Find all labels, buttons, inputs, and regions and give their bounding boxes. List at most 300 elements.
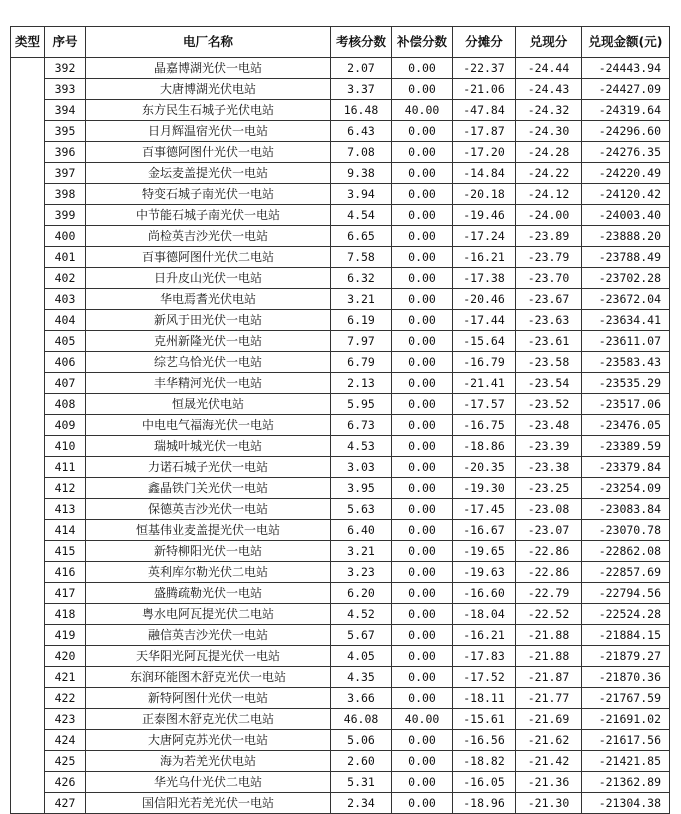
- table-row: [11, 457, 670, 478]
- header-settled-score: 兑现分: [516, 27, 582, 58]
- settled-score-cell: -21.62: [516, 730, 582, 751]
- settled-amount-cell: -23634.41: [582, 310, 670, 331]
- settled-amount-cell: -23702.28: [582, 268, 670, 289]
- compensation-score-cell: 0.00: [392, 541, 453, 562]
- row-index-cell: 412: [45, 478, 86, 499]
- assessment-score-cell: 6.40: [331, 520, 392, 541]
- compensation-score-cell: 0.00: [392, 58, 453, 79]
- table-row: [11, 268, 670, 289]
- row-index-cell: 409: [45, 415, 86, 436]
- assessment-score-cell: 3.21: [331, 289, 392, 310]
- allocated-score-cell: -16.56: [453, 730, 516, 751]
- row-index-cell: 401: [45, 247, 86, 268]
- table-header-row: [11, 27, 670, 58]
- compensation-score-cell: 0.00: [392, 331, 453, 352]
- assessment-score-cell: 6.73: [331, 415, 392, 436]
- table-row: [11, 58, 670, 79]
- plant-name-cell: 中电电气福海光伏一电站: [86, 415, 331, 436]
- plant-name-cell: 中节能石城子南光伏一电站: [86, 205, 331, 226]
- plant-name-cell: 晶嘉博湖光伏一电站: [86, 58, 331, 79]
- header-allocated-score: 分摊分: [453, 27, 516, 58]
- row-index-cell: 408: [45, 394, 86, 415]
- compensation-score-cell: 40.00: [392, 100, 453, 121]
- allocated-score-cell: -16.21: [453, 625, 516, 646]
- compensation-score-cell: 0.00: [392, 751, 453, 772]
- settled-amount-cell: -23535.29: [582, 373, 670, 394]
- row-index-cell: 399: [45, 205, 86, 226]
- settled-score-cell: -24.22: [516, 163, 582, 184]
- row-index-cell: 411: [45, 457, 86, 478]
- settled-amount-cell: -22862.08: [582, 541, 670, 562]
- assessment-score-cell: 2.34: [331, 793, 392, 814]
- allocated-score-cell: -19.30: [453, 478, 516, 499]
- table-row: [11, 541, 670, 562]
- row-index-cell: 421: [45, 667, 86, 688]
- compensation-score-cell: 0.00: [392, 184, 453, 205]
- settled-amount-cell: -23379.84: [582, 457, 670, 478]
- allocated-score-cell: -19.63: [453, 562, 516, 583]
- settled-score-cell: -23.08: [516, 499, 582, 520]
- compensation-score-cell: 0.00: [392, 478, 453, 499]
- row-index-cell: 404: [45, 310, 86, 331]
- settled-score-cell: -23.25: [516, 478, 582, 499]
- compensation-score-cell: 0.00: [392, 667, 453, 688]
- settled-amount-cell: -21884.15: [582, 625, 670, 646]
- settled-score-cell: -24.30: [516, 121, 582, 142]
- settled-amount-cell: -24120.42: [582, 184, 670, 205]
- assessment-score-cell: 5.63: [331, 499, 392, 520]
- table-row: [11, 646, 670, 667]
- settled-amount-cell: -22794.56: [582, 583, 670, 604]
- settled-amount-cell: -21879.27: [582, 646, 670, 667]
- table-row: [11, 751, 670, 772]
- allocated-score-cell: -16.75: [453, 415, 516, 436]
- settled-score-cell: -23.48: [516, 415, 582, 436]
- plant-name-cell: 东方民生石城子光伏电站: [86, 100, 331, 121]
- compensation-score-cell: 0.00: [392, 772, 453, 793]
- row-index-cell: 400: [45, 226, 86, 247]
- plant-name-cell: 力诺石城子光伏一电站: [86, 457, 331, 478]
- row-index-cell: 424: [45, 730, 86, 751]
- compensation-score-cell: 0.00: [392, 646, 453, 667]
- settled-amount-cell: -24276.35: [582, 142, 670, 163]
- compensation-score-cell: 0.00: [392, 394, 453, 415]
- settled-score-cell: -21.88: [516, 646, 582, 667]
- allocated-score-cell: -18.86: [453, 436, 516, 457]
- allocated-score-cell: -21.41: [453, 373, 516, 394]
- plant-name-cell: 日升皮山光伏一电站: [86, 268, 331, 289]
- plant-name-cell: 保德英吉沙光伏一电站: [86, 499, 331, 520]
- settled-amount-cell: -21421.85: [582, 751, 670, 772]
- compensation-score-cell: 0.00: [392, 226, 453, 247]
- assessment-score-cell: 6.19: [331, 310, 392, 331]
- plant-name-cell: 尚检英吉沙光伏一电站: [86, 226, 331, 247]
- assessment-score-cell: 2.13: [331, 373, 392, 394]
- settled-amount-cell: -23611.07: [582, 331, 670, 352]
- plant-name-cell: 新风于田光伏一电站: [86, 310, 331, 331]
- table-row: [11, 142, 670, 163]
- compensation-score-cell: 0.00: [392, 457, 453, 478]
- header-settled-amount: 兑现金额(元): [582, 27, 670, 58]
- plant-name-cell: 瑞城叶城光伏一电站: [86, 436, 331, 457]
- settled-amount-cell: -23583.43: [582, 352, 670, 373]
- compensation-score-cell: 0.00: [392, 604, 453, 625]
- allocated-score-cell: -16.05: [453, 772, 516, 793]
- row-index-cell: 413: [45, 499, 86, 520]
- table-row: [11, 226, 670, 247]
- table-row: [11, 121, 670, 142]
- plant-name-cell: 海为若羌光伏电站: [86, 751, 331, 772]
- row-index-cell: 419: [45, 625, 86, 646]
- settled-score-cell: -21.36: [516, 772, 582, 793]
- assessment-score-cell: 3.66: [331, 688, 392, 709]
- settled-amount-cell: -21870.36: [582, 667, 670, 688]
- assessment-score-cell: 4.05: [331, 646, 392, 667]
- allocated-score-cell: -22.37: [453, 58, 516, 79]
- allocated-score-cell: -16.21: [453, 247, 516, 268]
- allocated-score-cell: -17.87: [453, 121, 516, 142]
- plant-name-cell: 天华阳光阿瓦提光伏一电站: [86, 646, 331, 667]
- allocated-score-cell: -15.64: [453, 331, 516, 352]
- row-index-cell: 396: [45, 142, 86, 163]
- compensation-score-cell: 0.00: [392, 373, 453, 394]
- settled-score-cell: -21.42: [516, 751, 582, 772]
- document-page: [10, 26, 670, 814]
- header-index: 序号: [45, 27, 86, 58]
- allocated-score-cell: -16.67: [453, 520, 516, 541]
- table-row: [11, 310, 670, 331]
- plant-name-cell: 华电焉耆光伏电站: [86, 289, 331, 310]
- assessment-score-cell: 3.03: [331, 457, 392, 478]
- settled-score-cell: -23.52: [516, 394, 582, 415]
- allocated-score-cell: -17.45: [453, 499, 516, 520]
- table-row: [11, 625, 670, 646]
- compensation-score-cell: 0.00: [392, 163, 453, 184]
- header-type: 类型: [11, 27, 45, 58]
- settled-amount-cell: -24427.09: [582, 79, 670, 100]
- header-assessment-score: 考核分数: [331, 27, 392, 58]
- table-row: [11, 730, 670, 751]
- assessment-score-cell: 5.95: [331, 394, 392, 415]
- settled-score-cell: -21.30: [516, 793, 582, 814]
- row-index-cell: 417: [45, 583, 86, 604]
- assessment-score-cell: 3.94: [331, 184, 392, 205]
- plant-name-cell: 丰华精河光伏一电站: [86, 373, 331, 394]
- settled-score-cell: -23.39: [516, 436, 582, 457]
- compensation-score-cell: 0.00: [392, 289, 453, 310]
- compensation-score-cell: 0.00: [392, 793, 453, 814]
- row-index-cell: 393: [45, 79, 86, 100]
- assessment-score-cell: 3.37: [331, 79, 392, 100]
- plant-name-cell: 新特柳阳光伏一电站: [86, 541, 331, 562]
- allocated-score-cell: -18.04: [453, 604, 516, 625]
- assessment-score-cell: 4.53: [331, 436, 392, 457]
- assessment-score-cell: 4.52: [331, 604, 392, 625]
- table-row: [11, 667, 670, 688]
- row-index-cell: 426: [45, 772, 86, 793]
- settled-amount-cell: -24296.60: [582, 121, 670, 142]
- allocated-score-cell: -47.84: [453, 100, 516, 121]
- table-row: [11, 289, 670, 310]
- settled-amount-cell: -24443.94: [582, 58, 670, 79]
- header-plant-name: 电厂名称: [86, 27, 331, 58]
- table-row: [11, 583, 670, 604]
- assessment-score-cell: 2.60: [331, 751, 392, 772]
- row-index-cell: 407: [45, 373, 86, 394]
- table-row: [11, 604, 670, 625]
- allocated-score-cell: -20.35: [453, 457, 516, 478]
- table-row: [11, 352, 670, 373]
- assessment-score-cell: 3.23: [331, 562, 392, 583]
- table-row: [11, 436, 670, 457]
- settled-amount-cell: -21691.02: [582, 709, 670, 730]
- settled-score-cell: -21.77: [516, 688, 582, 709]
- plant-name-cell: 克州新隆光伏一电站: [86, 331, 331, 352]
- assessment-score-cell: 5.06: [331, 730, 392, 751]
- row-index-cell: 410: [45, 436, 86, 457]
- plant-name-cell: 特变石城子南光伏一电站: [86, 184, 331, 205]
- plant-name-cell: 鑫晶铁门关光伏一电站: [86, 478, 331, 499]
- plant-name-cell: 新特阿图什光伏一电站: [86, 688, 331, 709]
- table-row: [11, 247, 670, 268]
- settled-score-cell: -24.43: [516, 79, 582, 100]
- allocated-score-cell: -19.46: [453, 205, 516, 226]
- settled-amount-cell: -23389.59: [582, 436, 670, 457]
- compensation-score-cell: 0.00: [392, 205, 453, 226]
- assessment-score-cell: 6.65: [331, 226, 392, 247]
- table-row: [11, 100, 670, 121]
- allocated-score-cell: -17.24: [453, 226, 516, 247]
- row-index-cell: 415: [45, 541, 86, 562]
- row-index-cell: 397: [45, 163, 86, 184]
- settled-score-cell: -23.07: [516, 520, 582, 541]
- table-row: [11, 478, 670, 499]
- allocated-score-cell: -16.60: [453, 583, 516, 604]
- settled-score-cell: -22.52: [516, 604, 582, 625]
- compensation-score-cell: 0.00: [392, 268, 453, 289]
- settled-amount-cell: -21617.56: [582, 730, 670, 751]
- settled-score-cell: -21.87: [516, 667, 582, 688]
- allocated-score-cell: -20.18: [453, 184, 516, 205]
- settled-score-cell: -24.00: [516, 205, 582, 226]
- settled-score-cell: -23.70: [516, 268, 582, 289]
- settled-amount-cell: -23070.78: [582, 520, 670, 541]
- row-index-cell: 402: [45, 268, 86, 289]
- row-index-cell: 403: [45, 289, 86, 310]
- compensation-score-cell: 0.00: [392, 310, 453, 331]
- assessment-score-cell: 3.21: [331, 541, 392, 562]
- assessment-score-cell: 4.35: [331, 667, 392, 688]
- table-row: [11, 709, 670, 730]
- table-row: [11, 394, 670, 415]
- settled-amount-cell: -23517.06: [582, 394, 670, 415]
- table-row: [11, 163, 670, 184]
- compensation-score-cell: 0.00: [392, 688, 453, 709]
- settled-score-cell: -24.12: [516, 184, 582, 205]
- settled-amount-cell: -23083.84: [582, 499, 670, 520]
- plant-name-cell: 英利库尔勒光伏二电站: [86, 562, 331, 583]
- allocated-score-cell: -17.20: [453, 142, 516, 163]
- row-index-cell: 420: [45, 646, 86, 667]
- settled-score-cell: -24.28: [516, 142, 582, 163]
- compensation-score-cell: 0.00: [392, 625, 453, 646]
- row-index-cell: 422: [45, 688, 86, 709]
- settled-amount-cell: -24003.40: [582, 205, 670, 226]
- settled-amount-cell: -23888.20: [582, 226, 670, 247]
- plant-name-cell: 恒基伟业麦盖提光伏一电站: [86, 520, 331, 541]
- allocated-score-cell: -18.96: [453, 793, 516, 814]
- compensation-score-cell: 0.00: [392, 415, 453, 436]
- row-index-cell: 416: [45, 562, 86, 583]
- compensation-score-cell: 0.00: [392, 79, 453, 100]
- table-row: [11, 184, 670, 205]
- compensation-score-cell: 0.00: [392, 121, 453, 142]
- assessment-score-cell: 6.79: [331, 352, 392, 373]
- settled-score-cell: -23.54: [516, 373, 582, 394]
- plant-name-cell: 百事德阿图什光伏一电站: [86, 142, 331, 163]
- row-index-cell: 414: [45, 520, 86, 541]
- table-row: [11, 373, 670, 394]
- settled-score-cell: -23.58: [516, 352, 582, 373]
- settlement-table: [10, 26, 670, 814]
- settled-score-cell: -21.69: [516, 709, 582, 730]
- settled-amount-cell: -24220.49: [582, 163, 670, 184]
- settled-score-cell: -23.67: [516, 289, 582, 310]
- settled-score-cell: -22.79: [516, 583, 582, 604]
- row-index-cell: 394: [45, 100, 86, 121]
- settled-amount-cell: -23788.49: [582, 247, 670, 268]
- settled-score-cell: -21.88: [516, 625, 582, 646]
- row-index-cell: 392: [45, 58, 86, 79]
- allocated-score-cell: -17.57: [453, 394, 516, 415]
- assessment-score-cell: 6.32: [331, 268, 392, 289]
- allocated-score-cell: -17.38: [453, 268, 516, 289]
- compensation-score-cell: 40.00: [392, 709, 453, 730]
- settled-amount-cell: -21304.38: [582, 793, 670, 814]
- compensation-score-cell: 0.00: [392, 730, 453, 751]
- row-index-cell: 425: [45, 751, 86, 772]
- settled-amount-cell: -23672.04: [582, 289, 670, 310]
- table-row: [11, 793, 670, 814]
- plant-name-cell: 恒晟光伏电站: [86, 394, 331, 415]
- settled-amount-cell: -22524.28: [582, 604, 670, 625]
- settled-score-cell: -23.61: [516, 331, 582, 352]
- plant-name-cell: 大唐阿克苏光伏一电站: [86, 730, 331, 751]
- assessment-score-cell: 7.08: [331, 142, 392, 163]
- table-row: [11, 79, 670, 100]
- assessment-score-cell: 2.07: [331, 58, 392, 79]
- settled-score-cell: -23.89: [516, 226, 582, 247]
- settled-amount-cell: -22857.69: [582, 562, 670, 583]
- table-row: [11, 331, 670, 352]
- plant-name-cell: 盛腾疏勒光伏一电站: [86, 583, 331, 604]
- row-index-cell: 395: [45, 121, 86, 142]
- allocated-score-cell: -18.82: [453, 751, 516, 772]
- plant-name-cell: 粤水电阿瓦提光伏二电站: [86, 604, 331, 625]
- assessment-score-cell: 7.97: [331, 331, 392, 352]
- settled-amount-cell: -21362.89: [582, 772, 670, 793]
- settled-score-cell: -22.86: [516, 541, 582, 562]
- settled-score-cell: -23.38: [516, 457, 582, 478]
- settled-score-cell: -23.63: [516, 310, 582, 331]
- row-index-cell: 418: [45, 604, 86, 625]
- assessment-score-cell: 6.43: [331, 121, 392, 142]
- allocated-score-cell: -17.44: [453, 310, 516, 331]
- plant-name-cell: 百事德阿图什光伏二电站: [86, 247, 331, 268]
- allocated-score-cell: -20.46: [453, 289, 516, 310]
- row-index-cell: 406: [45, 352, 86, 373]
- assessment-score-cell: 46.08: [331, 709, 392, 730]
- settled-amount-cell: -23476.05: [582, 415, 670, 436]
- assessment-score-cell: 3.95: [331, 478, 392, 499]
- assessment-score-cell: 16.48: [331, 100, 392, 121]
- assessment-score-cell: 7.58: [331, 247, 392, 268]
- allocated-score-cell: -15.61: [453, 709, 516, 730]
- plant-name-cell: 大唐博湖光伏电站: [86, 79, 331, 100]
- allocated-score-cell: -17.83: [453, 646, 516, 667]
- header-compensation-score: 补偿分数: [392, 27, 453, 58]
- compensation-score-cell: 0.00: [392, 436, 453, 457]
- compensation-score-cell: 0.00: [392, 499, 453, 520]
- allocated-score-cell: -19.65: [453, 541, 516, 562]
- compensation-score-cell: 0.00: [392, 520, 453, 541]
- settled-score-cell: -22.86: [516, 562, 582, 583]
- table-row: [11, 415, 670, 436]
- row-index-cell: 427: [45, 793, 86, 814]
- compensation-score-cell: 0.00: [392, 562, 453, 583]
- plant-name-cell: 东润环能图木舒克光伏一电站: [86, 667, 331, 688]
- compensation-score-cell: 0.00: [392, 583, 453, 604]
- settled-amount-cell: -24319.64: [582, 100, 670, 121]
- table-row: [11, 772, 670, 793]
- assessment-score-cell: 6.20: [331, 583, 392, 604]
- allocated-score-cell: -18.11: [453, 688, 516, 709]
- assessment-score-cell: 9.38: [331, 163, 392, 184]
- plant-name-cell: 日月辉温宿光伏一电站: [86, 121, 331, 142]
- allocated-score-cell: -16.79: [453, 352, 516, 373]
- row-index-cell: 398: [45, 184, 86, 205]
- table-row: [11, 688, 670, 709]
- table-row: [11, 499, 670, 520]
- plant-name-cell: 正泰图木舒克光伏二电站: [86, 709, 331, 730]
- allocated-score-cell: -14.84: [453, 163, 516, 184]
- assessment-score-cell: 5.67: [331, 625, 392, 646]
- compensation-score-cell: 0.00: [392, 352, 453, 373]
- row-index-cell: 423: [45, 709, 86, 730]
- compensation-score-cell: 0.00: [392, 247, 453, 268]
- plant-name-cell: 融信英吉沙光伏一电站: [86, 625, 331, 646]
- plant-name-cell: 综艺乌恰光伏一电站: [86, 352, 331, 373]
- type-cell: [11, 58, 45, 814]
- settled-score-cell: -24.32: [516, 100, 582, 121]
- settled-score-cell: -24.44: [516, 58, 582, 79]
- settled-amount-cell: -21767.59: [582, 688, 670, 709]
- plant-name-cell: 华光乌什光伏二电站: [86, 772, 331, 793]
- plant-name-cell: 国信阳光若羌光伏一电站: [86, 793, 331, 814]
- table-row: [11, 562, 670, 583]
- table-row: [11, 520, 670, 541]
- compensation-score-cell: 0.00: [392, 142, 453, 163]
- plant-name-cell: 金坛麦盖提光伏一电站: [86, 163, 331, 184]
- allocated-score-cell: -17.52: [453, 667, 516, 688]
- settled-amount-cell: -23254.09: [582, 478, 670, 499]
- row-index-cell: 405: [45, 331, 86, 352]
- settled-score-cell: -23.79: [516, 247, 582, 268]
- allocated-score-cell: -21.06: [453, 79, 516, 100]
- assessment-score-cell: 4.54: [331, 205, 392, 226]
- table-row: [11, 205, 670, 226]
- assessment-score-cell: 5.31: [331, 772, 392, 793]
